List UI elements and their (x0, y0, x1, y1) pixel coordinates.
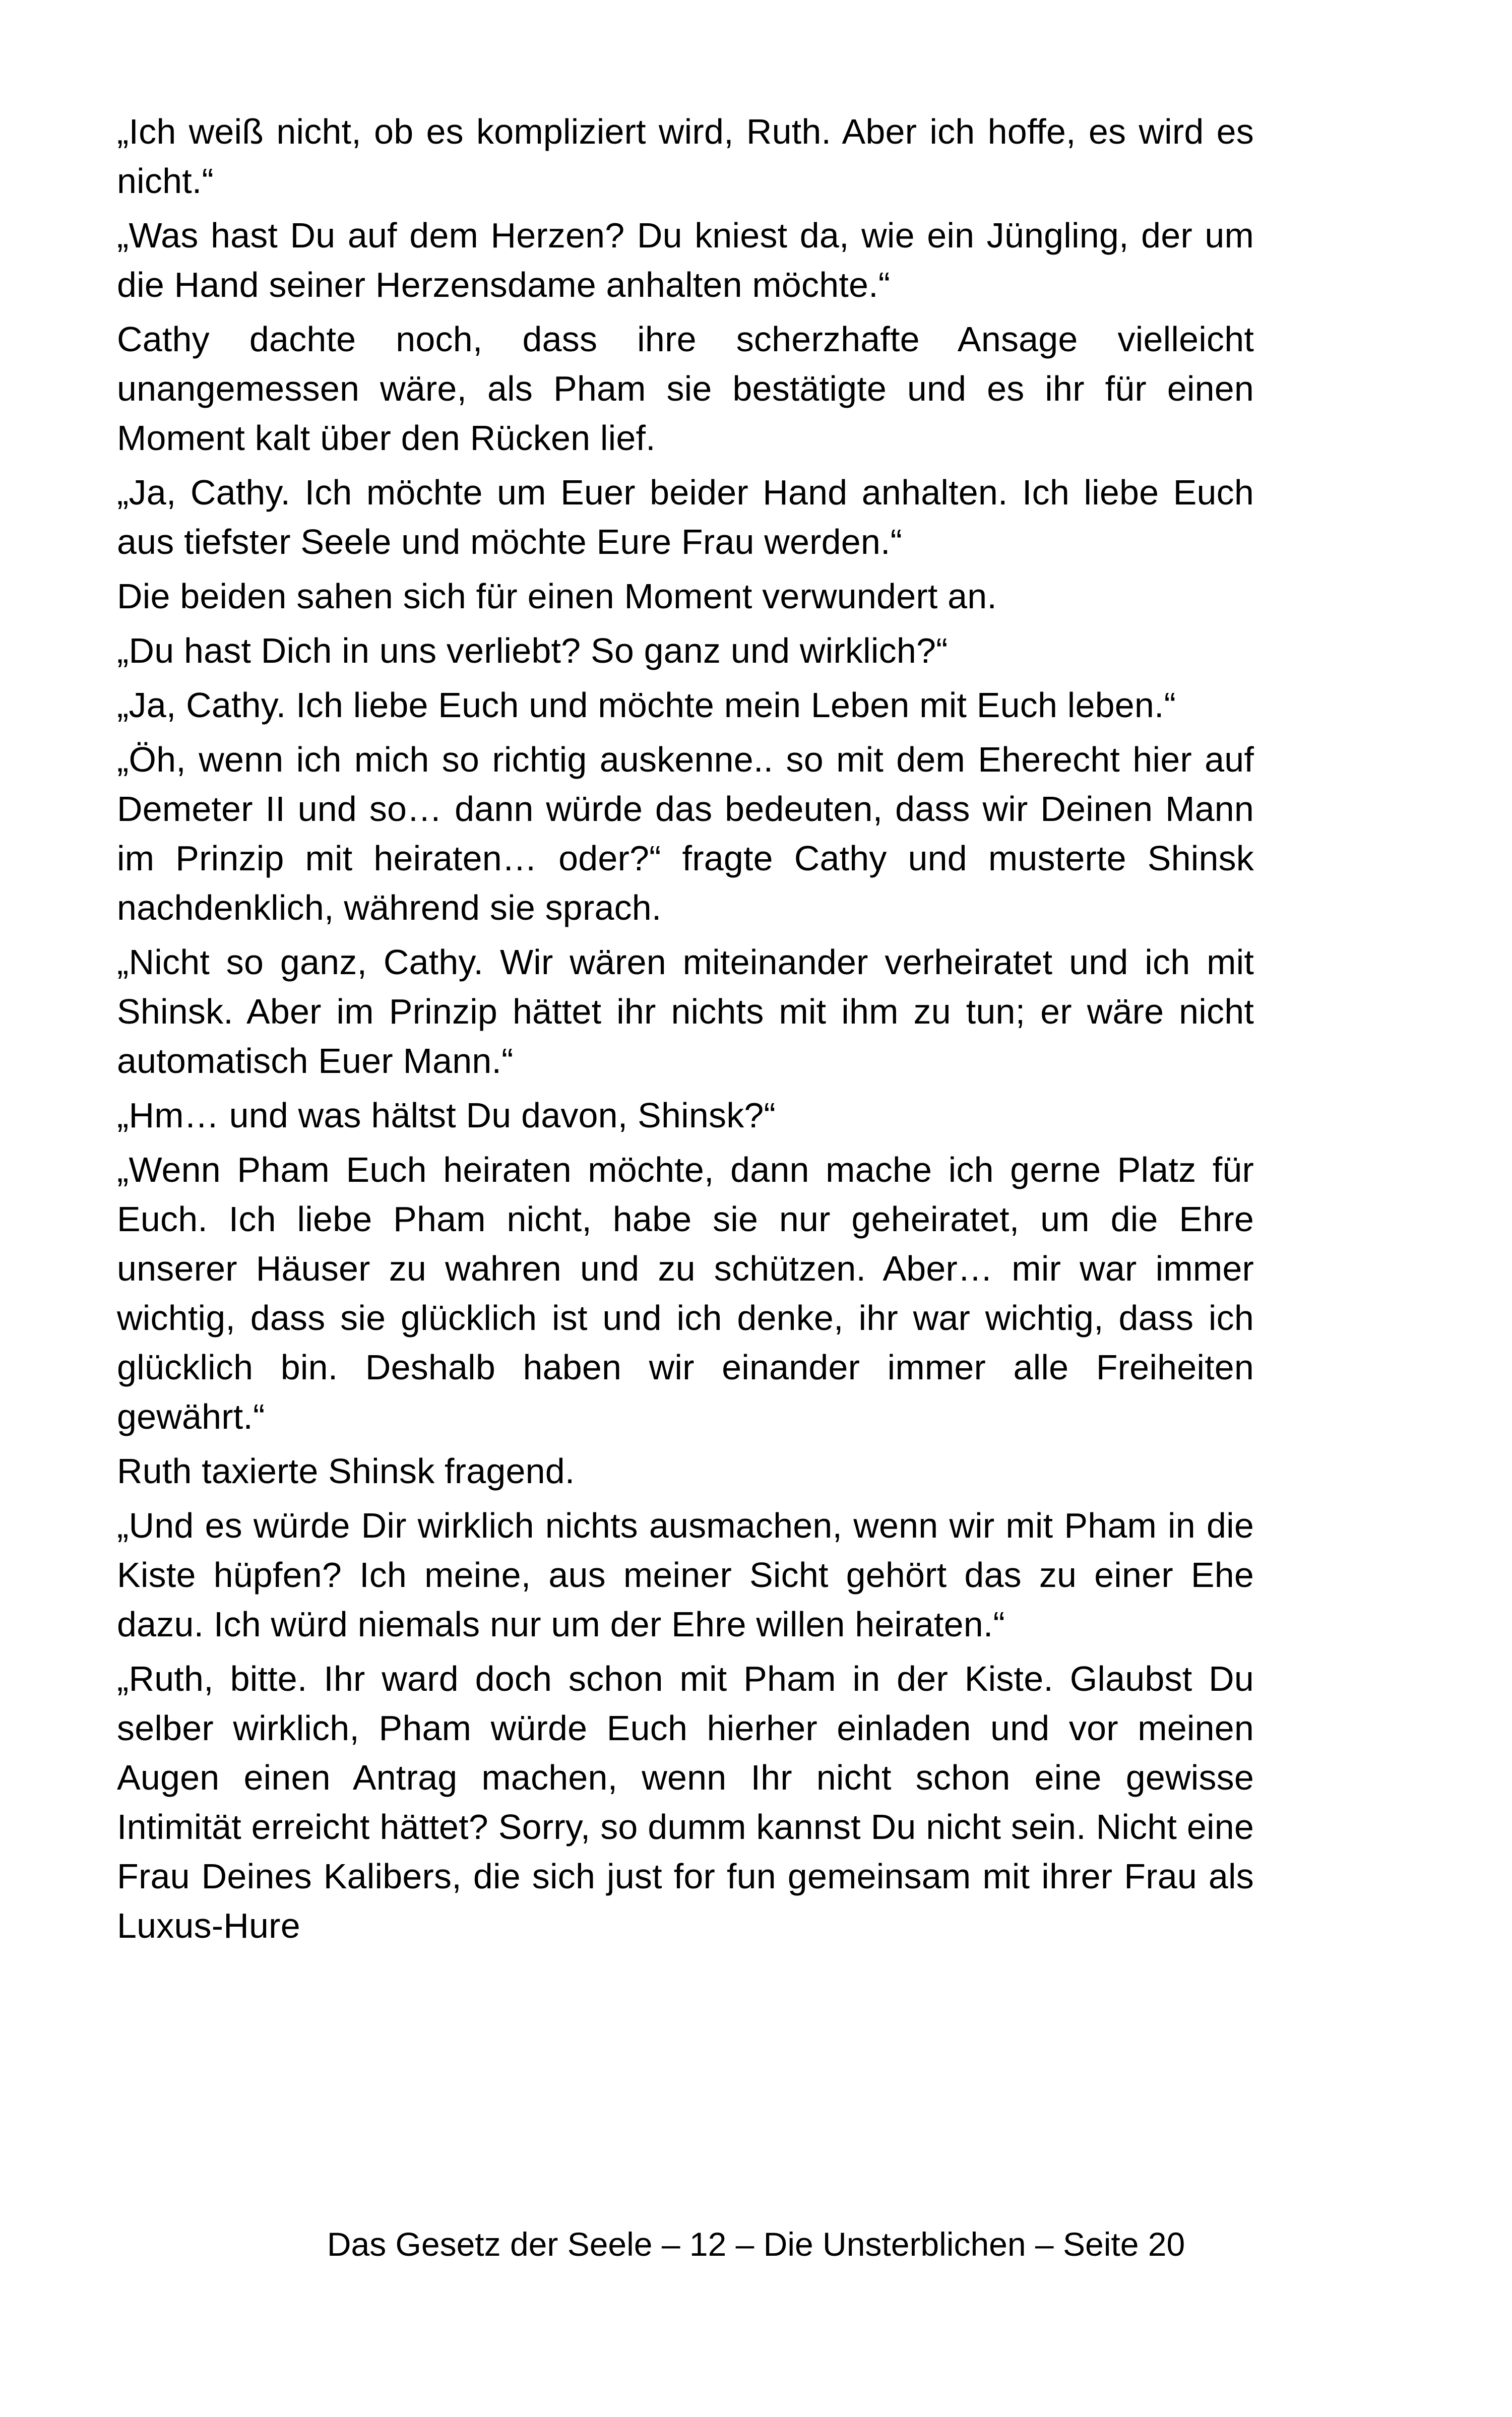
paragraph: „Ja, Cathy. Ich möchte um Euer beider Hand anhalten. Ich liebe Euch aus tiefster Seele und möchte Eure Frau werden.“ (117, 473, 1254, 561)
paragraph: „Was hast Du auf dem Herzen? Du kniest da, wie ein Jüngling, der um die Hand seiner Herzensdame anhalten möchte.“ (117, 216, 1254, 304)
paragraph: Cathy dachte noch, dass ihre scherzhafte Ansage vielleicht unangemessen wäre, als Pham sie bestätigte und es ihr für einen Moment kalt über den Rücken lief. (117, 320, 1254, 458)
page-footer: Das Gesetz der Seele – 12 – Die Unsterblichen – Seite 20 (327, 2225, 1185, 2263)
paragraph: „Ruth, bitte. Ihr ward doch schon mit Pham in der Kiste. Glaubst Du selber wirklich, Pham würde Euch hierher einladen und vor meinen Augen einen Antrag machen, wenn Ihr nicht schon eine gewisse Intimität erreicht hättet? Sorry, so dumm kannst Du nicht sein. Nicht eine Frau Deines Kalibers, die sich just for fun gemeinsam mit ihrer Frau als Luxus-Hure (117, 1659, 1254, 1945)
paragraph: „Wenn Pham Euch heiraten möchte, dann mache ich gerne Platz für Euch. Ich liebe Pham nicht, habe sie nur geheiratet, um die Ehre unserer Häuser zu wahren und zu schützen. Aber… mir war immer wichtig, dass sie glücklich ist und ich denke, ihr war wichtig, dass ich glücklich bin. Deshalb haben wir einander immer alle Freiheiten gewährt.“ (117, 1150, 1254, 1436)
paragraph: Die beiden sahen sich für einen Moment verwundert an. (117, 577, 997, 616)
paragraph: „Du hast Dich in uns verliebt? So ganz und wirklich?“ (117, 631, 948, 670)
paragraph: Ruth taxierte Shinsk fragend. (117, 1451, 575, 1491)
paragraph: „Öh, wenn ich mich so richtig auskenne.. so mit dem Eherecht hier auf Demeter II und so… dann würde das bedeuten, dass wir Deinen Mann im Prinzip mit heiraten… oder?“ fragte Cathy und musterte Shinsk nachdenklich, während sie sprach. (117, 740, 1254, 927)
paragraph: „Hm… und was hältst Du davon, Shinsk?“ (117, 1096, 776, 1135)
paragraph: „Ja, Cathy. Ich liebe Euch und möchte mein Leben mit Euch leben.“ (117, 685, 1176, 725)
body-text (117, 107, 1254, 1955)
paragraph: „Und es würde Dir wirklich nichts ausmachen, wenn wir mit Pham in die Kiste hüpfen? Ich meine, aus meiner Sicht gehört das zu einer Ehe dazu. Ich würd niemals nur um der Ehre willen heiraten.“ (117, 1506, 1254, 1644)
paragraph: „Ich weiß nicht, ob es kompliziert wird, Ruth. Aber ich hoffe, es wird es nicht.“ (117, 112, 1254, 201)
paragraph: „Nicht so ganz, Cathy. Wir wären miteinander verheiratet und ich mit Shinsk. Aber im Prinzip hättet ihr nichts mit ihm zu tun; er wäre nicht automatisch Euer Mann.“ (117, 942, 1254, 1080)
